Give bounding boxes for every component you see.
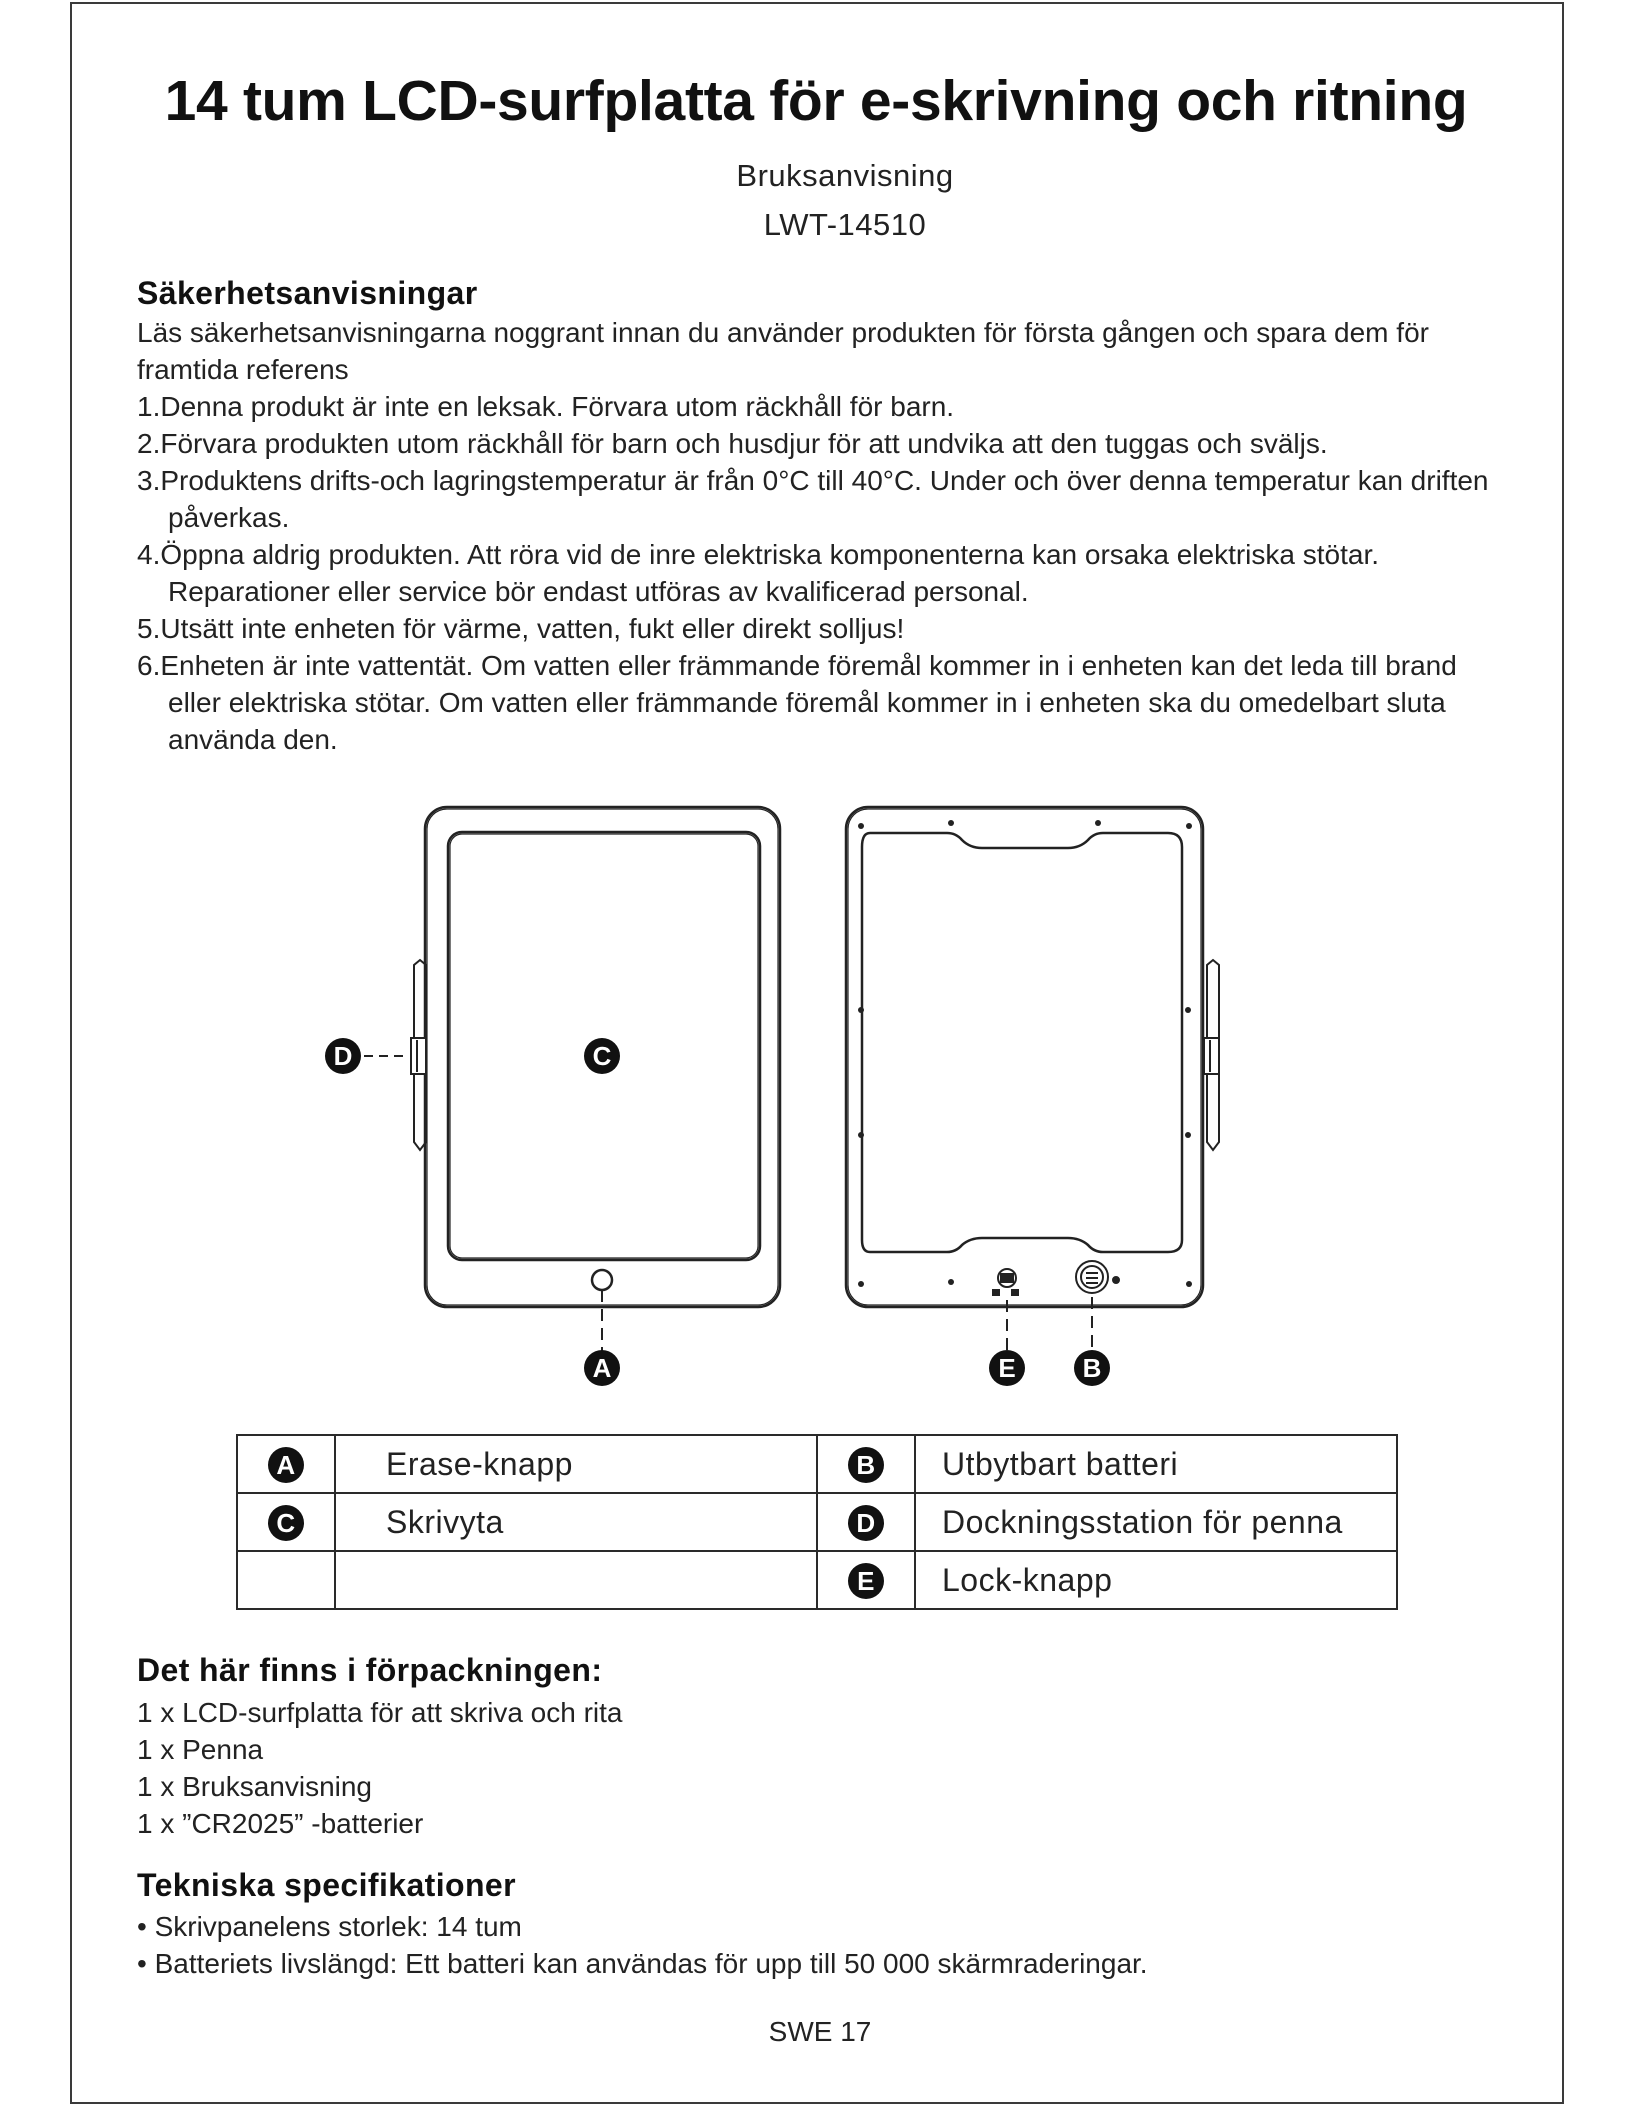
marker-a: A xyxy=(584,1350,620,1386)
safety-item: 3.Produktens drifts-och lagringstemperatur är från 0°C till 40°C. Under och över denna temperatur kan driften påverkas. xyxy=(137,465,1489,533)
legend-marker: C xyxy=(268,1505,304,1541)
legend-label: Erase-knapp xyxy=(335,1435,817,1493)
legend-marker: B xyxy=(848,1447,884,1483)
legend-empty-cell xyxy=(237,1551,335,1609)
marker-e: E xyxy=(989,1350,1025,1386)
list-item: 1 x ”CR2025” -batterier xyxy=(137,1808,424,1839)
legend-label: Skrivyta xyxy=(335,1493,817,1551)
list-item: 1 x LCD-surfplatta för att skriva och rita xyxy=(137,1697,623,1728)
legend-label: Utbytbart batteri xyxy=(915,1435,1397,1493)
document-type: Bruksanvisning xyxy=(736,158,954,193)
safety-item: 6.Enheten är inte vattentät. Om vatten eller främmande föremål kommer in i enheten kan det leda till brand eller elektriska stötar. Om vatten eller främmande föremål kommer in i enheten ska du omedelbart sluta använda den. xyxy=(137,650,1457,755)
legend-marker: A xyxy=(268,1447,304,1483)
package-list xyxy=(137,1694,623,1842)
list-item: • Batteriets livslängd: Ett batteri kan användas för upp till 50 000 skärmraderingar. xyxy=(137,1948,1148,1979)
list-item: 1 x Bruksanvisning xyxy=(137,1771,373,1802)
legend-label: Dockningsstation för penna xyxy=(915,1493,1397,1551)
specs-list xyxy=(137,1908,1148,1982)
model-number: LWT-14510 xyxy=(763,207,927,242)
legend-label: Lock-knapp xyxy=(915,1551,1397,1609)
safety-item: 2.Förvara produkten utom räckhåll för barn och husdjur för att undvika att den tuggas och sväljs. xyxy=(137,428,1328,459)
page-title: 14 tum LCD-surfplatta för e-skrivning och ritning xyxy=(164,69,1468,133)
legend-empty-cell xyxy=(335,1551,817,1609)
marker-c: C xyxy=(584,1038,620,1074)
marker-d: D xyxy=(325,1038,361,1074)
legend-marker: D xyxy=(848,1505,884,1541)
specs-heading: Tekniska specifikationer xyxy=(137,1867,516,1903)
package-heading: Det här finns i förpackningen: xyxy=(137,1652,603,1688)
legend-marker: E xyxy=(848,1563,884,1599)
safety-section xyxy=(137,314,1497,758)
safety-item: 1.Denna produkt är inte en leksak. Förvara utom räckhåll för barn. xyxy=(137,391,955,422)
safety-item: 5.Utsätt inte enheten för värme, vatten, fukt eller direkt solljus! xyxy=(137,613,905,644)
safety-item: 4.Öppna aldrig produkten. Att röra vid de inre elektriska komponenterna kan orsaka elektriska stötar. Reparationer eller service bör endast utföras av kvalificerad personal. xyxy=(137,539,1380,607)
parts-legend-table xyxy=(236,1434,1398,1610)
table-row xyxy=(237,1435,1397,1493)
safety-intro: Läs säkerhetsanvisningarna noggrant innan du använder produkten för första gången och spara dem för framtida referens xyxy=(137,317,1429,385)
list-item: 1 x Penna xyxy=(137,1734,264,1765)
table-row xyxy=(237,1551,1397,1609)
table-row xyxy=(237,1493,1397,1551)
marker-b: B xyxy=(1074,1350,1110,1386)
safety-heading: Säkerhetsanvisningar xyxy=(137,275,478,311)
list-item: • Skrivpanelens storlek: 14 tum xyxy=(137,1911,522,1942)
page-number: SWE 17 xyxy=(768,2016,872,2047)
